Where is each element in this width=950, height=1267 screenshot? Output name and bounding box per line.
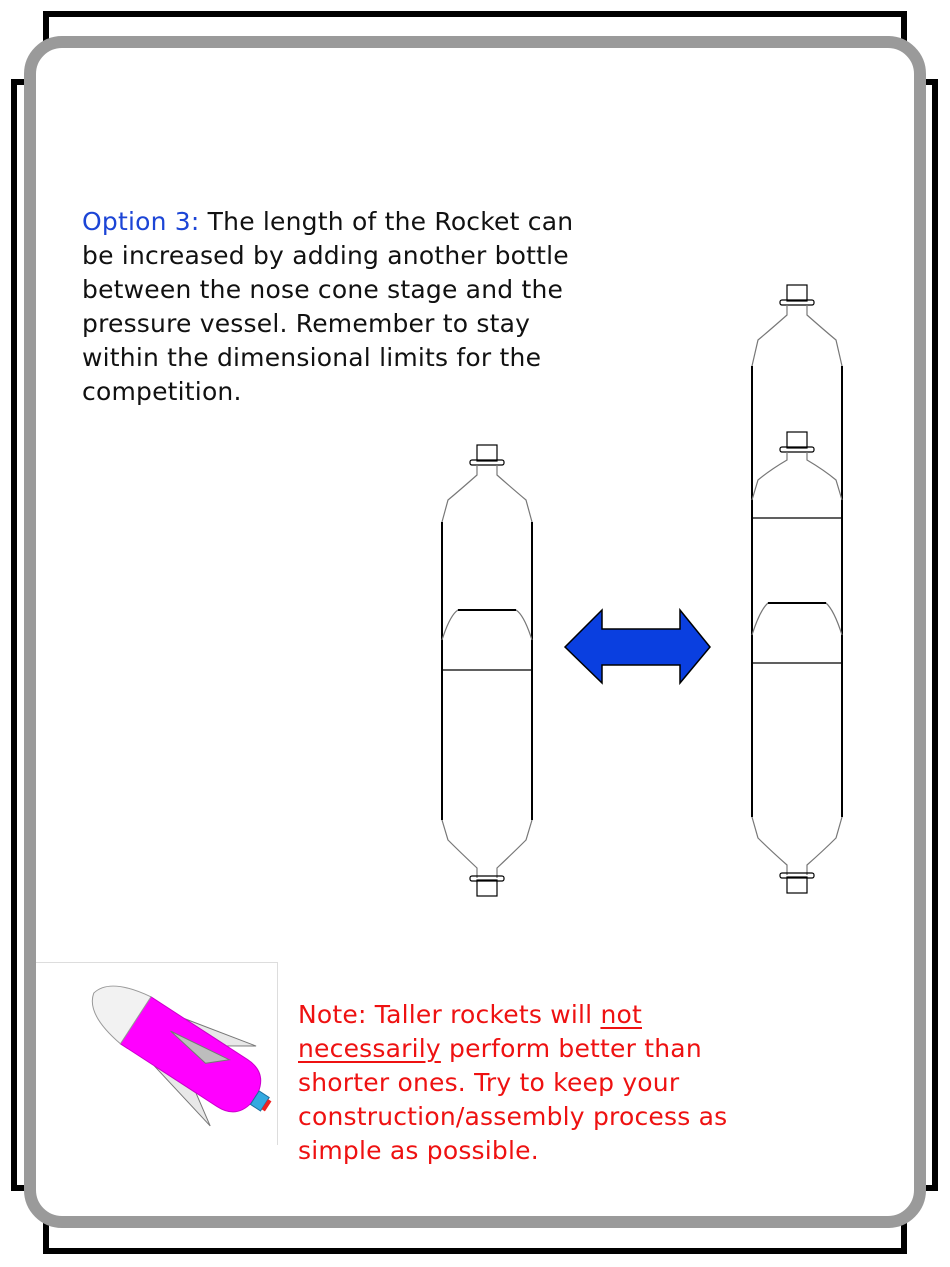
option-body: The length of the Rocket can be increased by adding another bottle between the nose cone stage and the pressure vessel. Remember to stay within the dimensional limits for the competition. bbox=[82, 207, 574, 406]
bottom-cap bbox=[477, 880, 497, 896]
rocket-thumbnail bbox=[36, 962, 278, 1145]
double-arrow-icon bbox=[562, 607, 714, 687]
extended-rocket-diagram bbox=[740, 280, 855, 905]
note-paragraph bbox=[298, 998, 788, 1168]
option-label: Option 3: bbox=[82, 207, 200, 236]
rocket-icon bbox=[36, 963, 277, 1145]
option-3-paragraph bbox=[82, 205, 602, 409]
top-cap bbox=[477, 445, 497, 461]
single-stage-rocket-diagram bbox=[430, 440, 545, 905]
note-lead: Note: Taller rockets will bbox=[298, 1000, 601, 1029]
note-emphasis: not necessarily bbox=[298, 1000, 642, 1063]
note-rest: perform better than shorter ones. Try to keep your construction/assembly process as simple as possible. bbox=[298, 1034, 728, 1165]
